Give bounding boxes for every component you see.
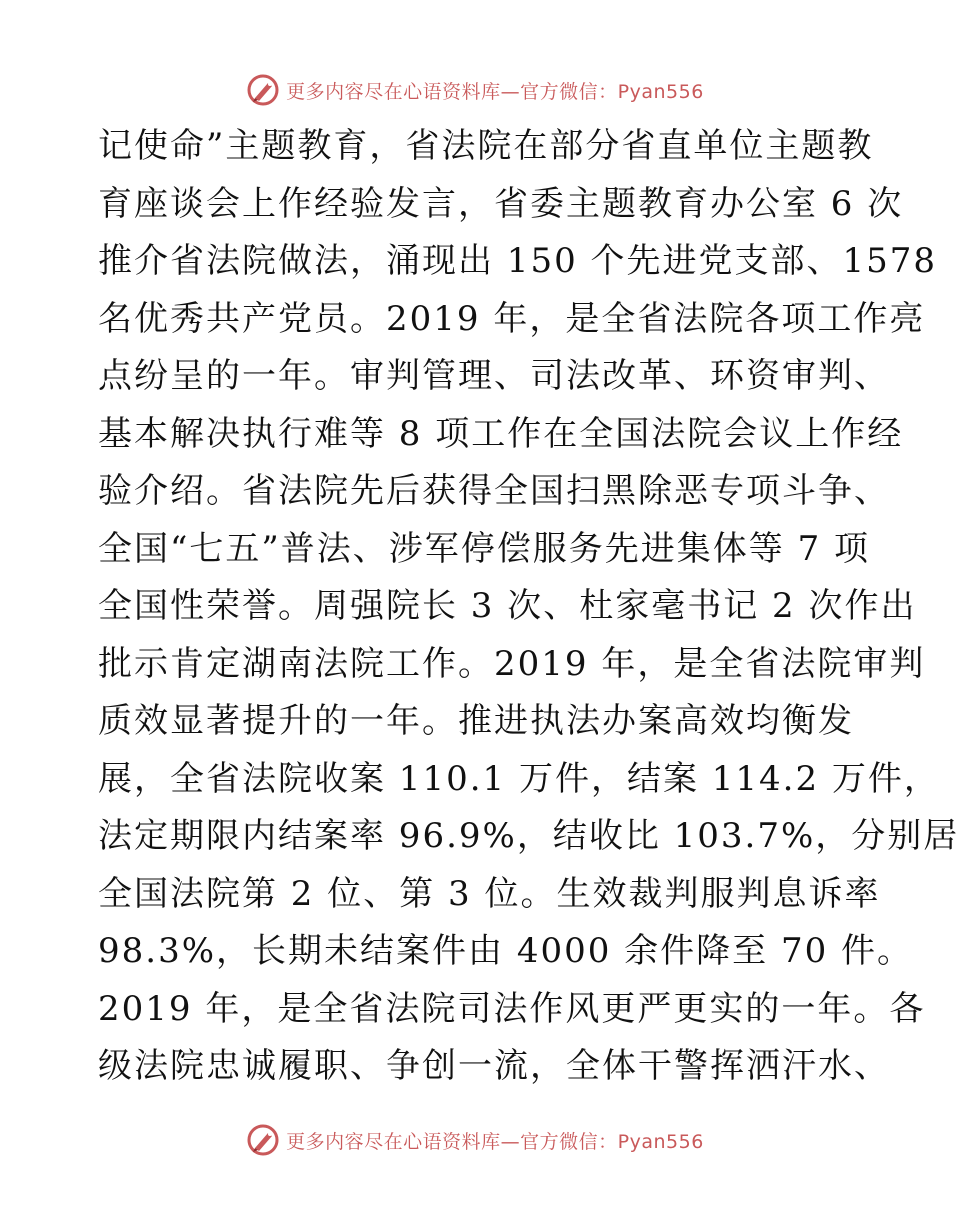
body-line: 批示肯定湖南法院工作。2019 年，是全省法院审判: [98, 643, 926, 684]
body-line: 育座谈会上作经验发言，省委主题教育办公室 6 次: [98, 183, 904, 224]
pen-logo-icon: [246, 1123, 280, 1157]
body-line: 法定期限内结案率 96.9%，结收比 103.7%，分别居: [98, 816, 959, 856]
header-banner-text: 更多内容尽在心语资料库—官方微信：Pyan556: [286, 80, 704, 103]
body-line: 级法院忠诚履职、争创一流，全体干警挥洒汗水、: [98, 1046, 890, 1086]
pen-logo-icon: [246, 73, 280, 107]
body-line: 点纷呈的一年。审判管理、司法改革、环资审判、: [98, 356, 890, 396]
body-line: 基本解决执行难等 8 项工作在全国法院会议上作经: [98, 413, 904, 454]
body-line: 98.3%，长期未结案件由 4000 余件降至 70 件。: [98, 931, 914, 971]
footer-banner: [0, 1120, 950, 1160]
body-line: 质效显著提升的一年。推进执法办案高效均衡发: [98, 701, 854, 741]
body-line: 推介省法院做法，涌现出 150 个先进党支部、1578: [98, 241, 938, 281]
footer-banner-text: 更多内容尽在心语资料库—官方微信：Pyan556: [286, 1130, 704, 1153]
body-line: 名优秀共产党员。2019 年，是全省法院各项工作亮: [98, 298, 926, 339]
header-banner: [0, 70, 950, 110]
body-line: 验介绍。省法院先后获得全国扫黑除恶专项斗争、: [98, 471, 890, 511]
body-line: 全国“七五”普法、涉军停偿服务先进集体等 7 项: [98, 528, 871, 569]
body-line: 2019 年，是全省法院司法作风更严更实的一年。各: [98, 988, 926, 1029]
body-line: 全国法院第 2 位、第 3 位。生效裁判服判息诉率: [98, 873, 881, 914]
body-line: 展，全省法院收案 110.1 万件，结案 114.2 万件，: [98, 758, 940, 799]
document-body: [98, 118, 959, 1096]
body-line: 全国性荣誉。周强院长 3 次、杜家毫书记 2 次作出: [98, 586, 917, 626]
body-line: 记使命”主题教育，省法院在部分省直单位主题教: [98, 126, 874, 166]
